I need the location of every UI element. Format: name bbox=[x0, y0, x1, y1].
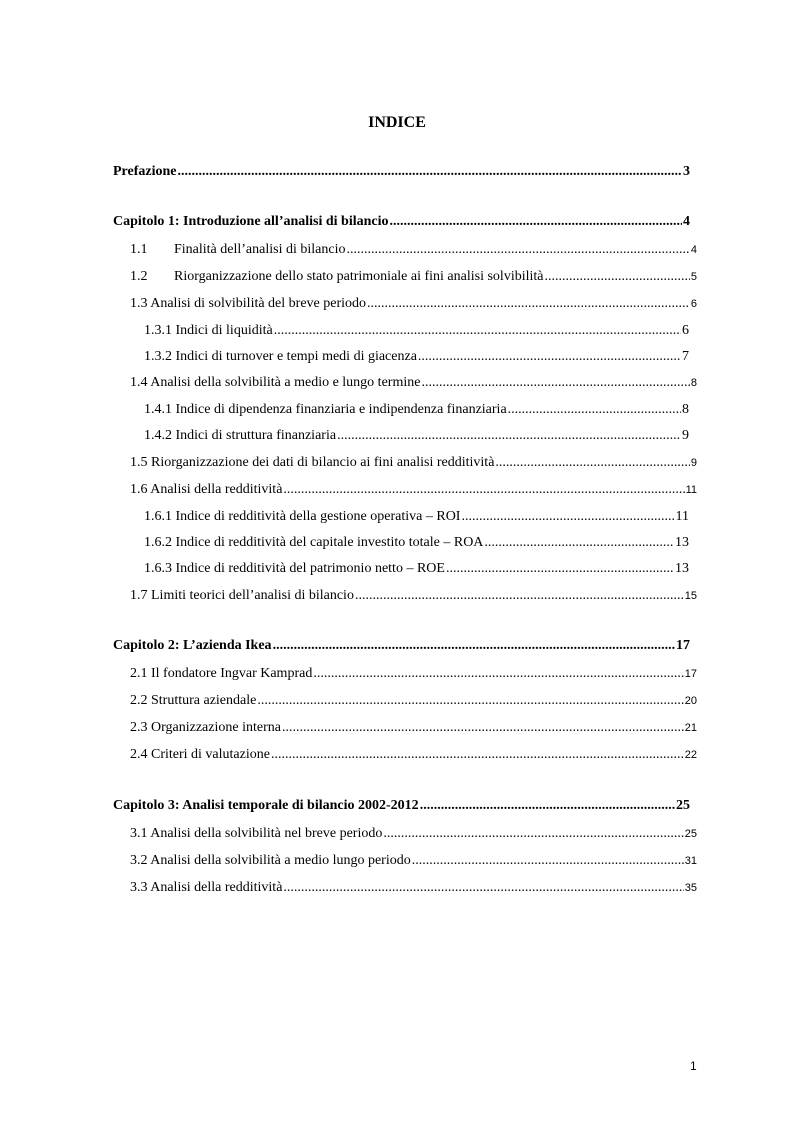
toc-entry-title: 3.1 Analisi della solvibilità nel breve periodo bbox=[130, 826, 383, 841]
toc-entry-title: Capitolo 2: L’azienda Ikea bbox=[113, 638, 272, 653]
toc-entry-number: 1.1 bbox=[130, 242, 148, 257]
toc-entry-title: 1.4.2 Indici di struttura finanziaria bbox=[144, 428, 337, 443]
toc-entry-page: 5 bbox=[690, 271, 697, 283]
toc-dot-leader bbox=[282, 719, 684, 737]
toc-entry-3-2[interactable] bbox=[130, 852, 697, 870]
toc-entry-page: 13 bbox=[675, 561, 689, 576]
toc-entry-title: 2.1 Il fondatore Ingvar Kamprad bbox=[130, 666, 313, 681]
toc-entry-title: 2.2 Struttura aziendale bbox=[130, 693, 257, 708]
toc-entry-1-2[interactable] bbox=[130, 268, 697, 286]
toc-entry-title: 1.6 Analisi della redditività bbox=[130, 482, 283, 497]
toc-dot-leader bbox=[390, 213, 682, 231]
toc-entry-title: 3.2 Analisi della solvibilità a medio lungo periodo bbox=[130, 853, 411, 868]
toc-entry-page: 3 bbox=[683, 164, 690, 179]
toc-dot-leader bbox=[446, 560, 674, 578]
toc-entry-1-5[interactable] bbox=[130, 454, 697, 472]
toc-dot-leader bbox=[495, 454, 689, 472]
toc-dot-leader bbox=[337, 427, 681, 445]
toc-dot-leader bbox=[418, 348, 681, 366]
toc-entry-page: 31 bbox=[684, 855, 697, 867]
toc-dot-leader bbox=[421, 374, 689, 392]
toc-dot-leader bbox=[461, 508, 674, 526]
toc-entry-2-3[interactable] bbox=[130, 719, 697, 737]
toc-entry-title: Riorganizzazione dello stato patrimoniale ai fini analisi solvibilità bbox=[174, 269, 544, 284]
toc-entry-title: 1.3 Analisi di solvibilità del breve periodo bbox=[130, 296, 367, 311]
toc-entry-1-6[interactable] bbox=[130, 481, 697, 499]
toc-entry-page: 11 bbox=[685, 484, 697, 496]
toc-entry-title: 1.7 Limiti teorici dell’analisi di bilancio bbox=[130, 588, 354, 603]
toc-entry-page: 35 bbox=[684, 882, 697, 894]
toc-entry-chapter-1[interactable] bbox=[113, 213, 690, 231]
toc-entry-page: 13 bbox=[675, 535, 689, 550]
toc-entry-page: 11 bbox=[675, 509, 689, 524]
toc-entry-page: 21 bbox=[684, 722, 697, 734]
toc-entry-page: 22 bbox=[684, 749, 697, 761]
toc-entry-title: 1.3.1 Indici di liquidità bbox=[144, 323, 273, 338]
toc-dot-leader bbox=[355, 587, 684, 605]
toc-entry-1-4-2[interactable] bbox=[144, 427, 689, 445]
toc-entry-page: 17 bbox=[684, 668, 697, 680]
toc-dot-leader bbox=[346, 241, 689, 259]
toc-entry-page: 25 bbox=[684, 828, 697, 840]
toc-dot-leader bbox=[313, 665, 683, 683]
toc-entry-2-2[interactable] bbox=[130, 692, 697, 710]
toc-entry-title: 1.6.1 Indice di redditività della gestione operativa – ROI bbox=[144, 509, 461, 524]
toc-entry-title: Capitolo 1: Introduzione all’analisi di bilancio bbox=[113, 214, 389, 229]
toc-entry-1-3-2[interactable] bbox=[144, 348, 689, 366]
toc-entry-1-6-3[interactable] bbox=[144, 560, 689, 578]
toc-entry-1-4-1[interactable] bbox=[144, 401, 689, 419]
toc-dot-leader bbox=[412, 852, 684, 870]
toc-entry-2-1[interactable] bbox=[130, 665, 697, 683]
toc-entry-title: 1.4 Analisi della solvibilità a medio e lungo termine bbox=[130, 375, 421, 390]
toc-entry-title: Capitolo 3: Analisi temporale di bilancio 2002-2012 bbox=[113, 798, 419, 813]
toc-dot-leader bbox=[508, 401, 681, 419]
toc-entry-1-4[interactable] bbox=[130, 374, 697, 392]
toc-entry-2-4[interactable] bbox=[130, 746, 697, 764]
toc-dot-leader bbox=[257, 692, 683, 710]
toc-entry-page: 17 bbox=[676, 638, 690, 653]
toc-entry-title: 1.6.2 Indice di redditività del capitale investito totale – ROA bbox=[144, 535, 484, 550]
toc-entry-title: Finalità dell’analisi di bilancio bbox=[174, 242, 346, 257]
toc-dot-leader bbox=[383, 825, 683, 843]
toc-entry-page: 8 bbox=[690, 377, 697, 389]
toc-entry-1-7[interactable] bbox=[130, 587, 697, 605]
toc-entry-1-3[interactable] bbox=[130, 295, 697, 313]
toc-dot-leader bbox=[367, 295, 690, 313]
toc-entry-chapter-3[interactable] bbox=[113, 797, 690, 815]
toc-entry-page: 15 bbox=[684, 590, 697, 602]
toc-entry-page: 4 bbox=[683, 214, 690, 229]
toc-entry-title: 2.4 Criteri di valutazione bbox=[130, 747, 270, 762]
toc-entry-page: 25 bbox=[676, 798, 690, 813]
toc-entry-title: 1.6.3 Indice di redditività del patrimonio netto – ROE bbox=[144, 561, 445, 576]
toc-dot-leader bbox=[274, 322, 681, 340]
toc-entry-page: 9 bbox=[682, 428, 689, 443]
toc-entry-3-1[interactable] bbox=[130, 825, 697, 843]
toc-dot-leader bbox=[420, 797, 675, 815]
toc-entry-page: 6 bbox=[682, 323, 689, 338]
page-number: 1 bbox=[690, 1059, 697, 1073]
toc-entry-page: 6 bbox=[690, 298, 697, 310]
toc-dot-leader bbox=[544, 268, 689, 286]
toc-entry-1-3-1[interactable] bbox=[144, 322, 689, 340]
toc-entry-title: 1.5 Riorganizzazione dei dati di bilancio ai fini analisi redditività bbox=[130, 455, 495, 470]
toc-entry-chapter-2[interactable] bbox=[113, 637, 690, 655]
toc-entry-title: 2.3 Organizzazione interna bbox=[130, 720, 281, 735]
page-title: INDICE bbox=[368, 114, 426, 131]
toc-entry-title: Prefazione bbox=[113, 164, 177, 179]
toc-entry-title: 3.3 Analisi della redditività bbox=[130, 880, 283, 895]
toc-entry-prefazione[interactable] bbox=[113, 163, 690, 181]
toc-dot-leader bbox=[271, 746, 684, 764]
toc-entry-page: 7 bbox=[682, 349, 689, 364]
toc-dot-leader bbox=[484, 534, 674, 552]
toc-dot-leader bbox=[283, 481, 684, 499]
toc-entry-title: 1.4.1 Indice di dipendenza finanziaria e indipendenza finanziaria bbox=[144, 402, 507, 417]
toc-dot-leader bbox=[283, 879, 683, 897]
toc-entry-3-3[interactable] bbox=[130, 879, 697, 897]
toc-dot-leader bbox=[178, 163, 683, 181]
toc-entry-1-1[interactable] bbox=[130, 241, 697, 259]
toc-entry-page: 20 bbox=[684, 695, 697, 707]
toc-entry-page: 8 bbox=[682, 402, 689, 417]
toc-entry-1-6-1[interactable] bbox=[144, 508, 689, 526]
toc-entry-1-6-2[interactable] bbox=[144, 534, 689, 552]
toc-entry-number: 1.2 bbox=[130, 269, 148, 284]
toc-entry-title: 1.3.2 Indici di turnover e tempi medi di giacenza bbox=[144, 349, 417, 364]
toc-entry-page: 4 bbox=[690, 244, 697, 256]
toc-entry-page: 9 bbox=[690, 457, 697, 469]
toc-dot-leader bbox=[273, 637, 675, 655]
